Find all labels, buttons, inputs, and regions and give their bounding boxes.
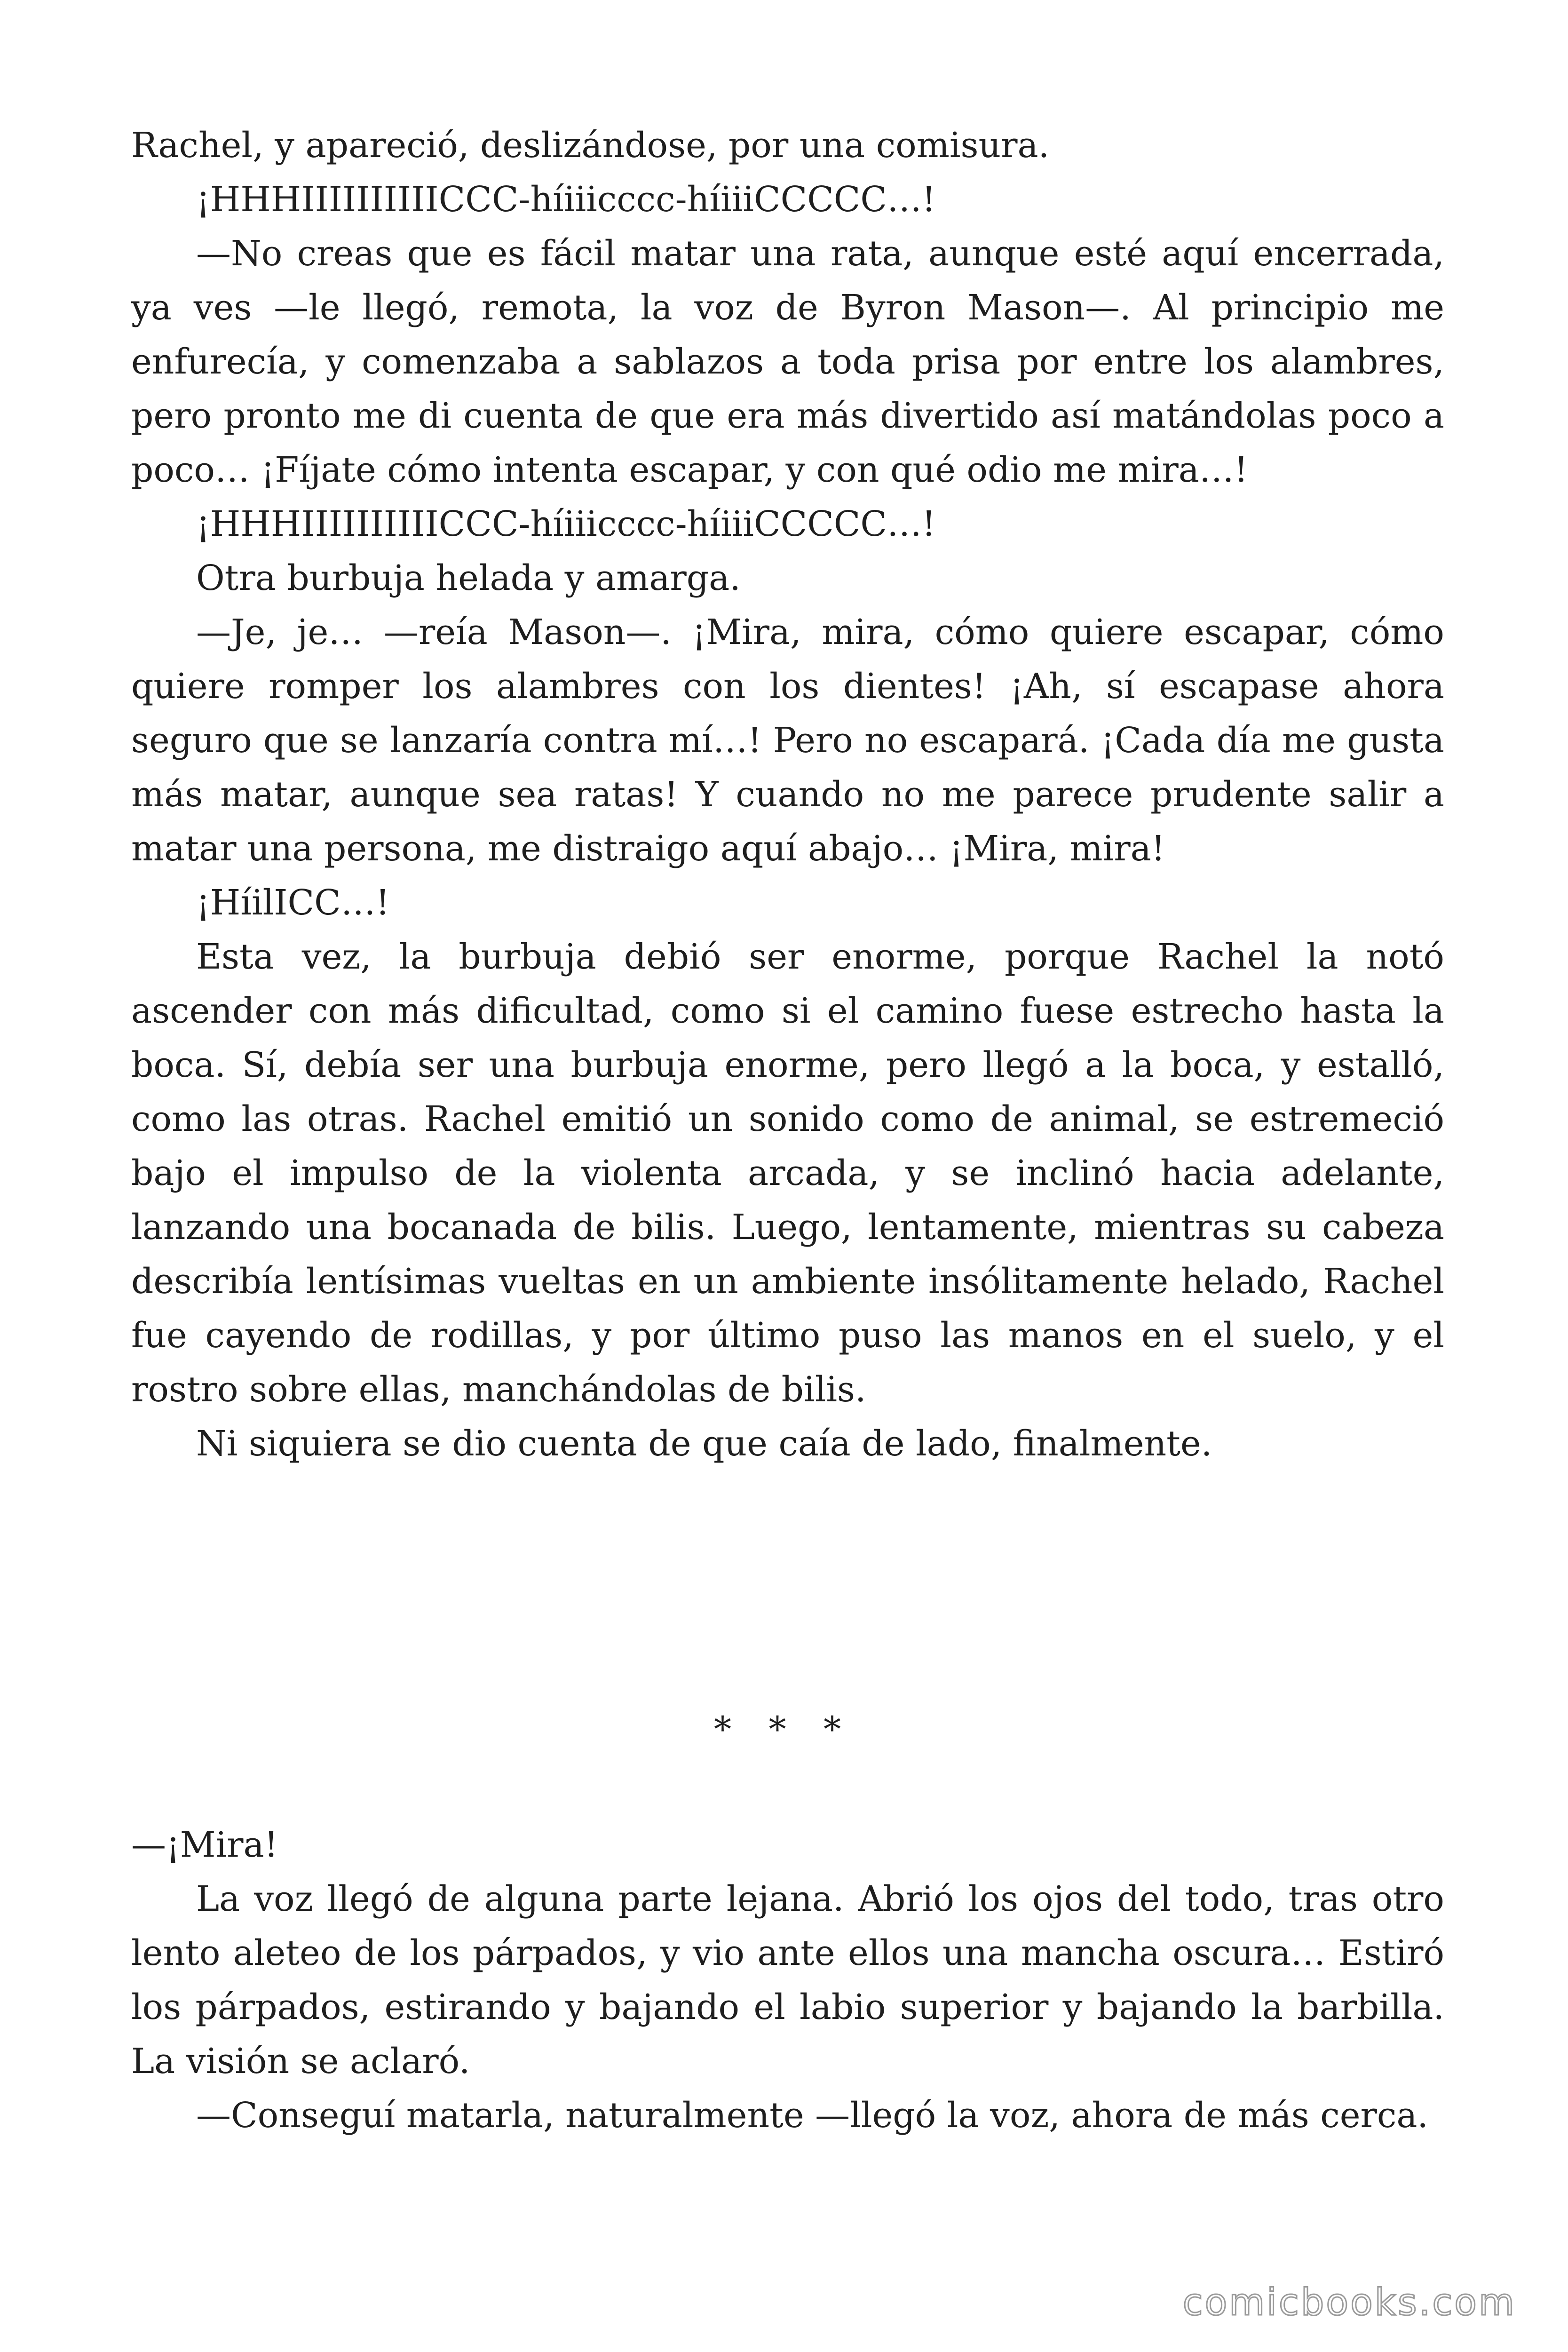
paragraph: Otra burbuja helada y amarga. [196, 558, 741, 598]
paragraph: —Je, je… —reía Mason—. ¡Mira, mira, cómo quiere escapar, cómo quiere romper los alambres con los dientes! ¡Ah, sí escapase ahora seguro que se lanzaría contra mí…! Pero no escapará. ¡Cada día me gusta más matar, aunque sea ratas! Y cuando no me parece prudente salir a matar una persona, me distraigo aquí abajo… ¡Mira, mira! [131, 612, 1444, 869]
paragraph: ¡HHHIIIIIIIIIICCC-híiiicccc-híiiiCCCCC…! [196, 504, 936, 544]
top-text-block [131, 119, 1444, 1471]
paragraph: La voz llegó de alguna parte lejana. Abrió los ojos del todo, tras otro lento aleteo de los párpados, y vio ante ellos una mancha oscura… Estiró los párpados, estirando y bajando el labio superior y bajando la barbilla. La visión se aclaró. [131, 1879, 1444, 2082]
paragraph: Rachel, y apareció, deslizándose, por una comisura. [131, 125, 1050, 166]
paragraph: —¡Mira! [131, 1825, 278, 1865]
section-separator: * * * [713, 1709, 855, 1750]
watermark: comicbooks.com [1182, 2281, 1516, 2324]
paragraph: —No creas que es fácil matar una rata, aunque esté aquí encerrada, ya ves —le llegó, remota, la voz de Byron Mason—. Al principio me enfurecía, y comenzaba a sablazos a toda prisa por entre los alambres, pero pronto me di cuenta de que era más divertido así matándolas poco a poco… ¡Fíjate cómo intenta escapar, y con qué odio me mira…! [131, 233, 1444, 490]
paragraph: ¡HHHIIIIIIIIIICCC-híiiicccc-híiiiCCCCC…! [196, 179, 936, 220]
paragraph: —Conseguí matarla, naturalmente —llegó la voz, ahora de más cerca. [196, 2095, 1428, 2136]
paragraph: Esta vez, la burbuja debió ser enorme, porque Rachel la notó ascender con más dificultad, como si el camino fuese estrecho hasta la boca. Sí, debía ser una burbuja enorme, pero llegó a la boca, y estalló, como las otras. Rachel emitió un sonido como de animal, se estremeció bajo el impulso de la violenta arcada, y se inclinó hacia adelante, lanzando una bocanada de bilis. Luego, lentamente, mientras su cabeza describía lentísimas vueltas en un ambiente insólitamente helado, Rachel fue cayendo de rodillas, y por último puso las manos en el suelo, y el rostro sobre ellas, manchándolas de bilis. [131, 937, 1444, 1410]
bottom-text-block [131, 1818, 1444, 2143]
paragraph: ¡HíilICC…! [196, 882, 390, 923]
paragraph: Ni siquiera se dio cuenta de que caía de lado, finalmente. [196, 1423, 1212, 1464]
